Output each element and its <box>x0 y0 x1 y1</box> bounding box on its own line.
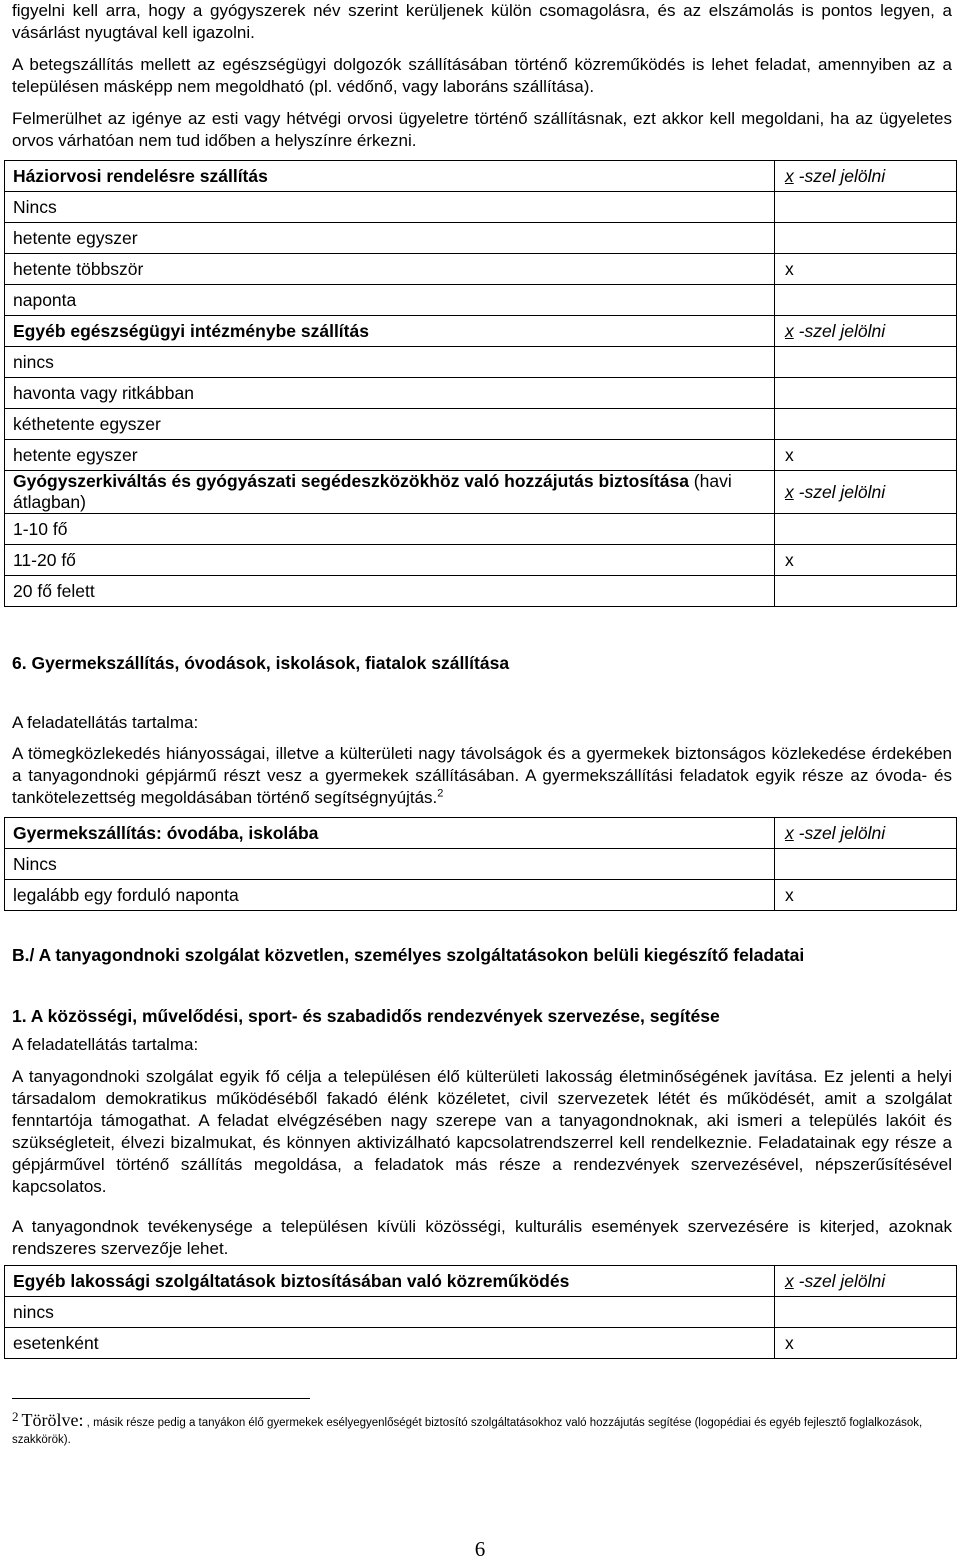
selection-mark: x <box>785 549 794 570</box>
category-title: Háziorvosi rendelésre szállítás <box>5 161 775 192</box>
option-label: hetente egyszer <box>5 440 775 471</box>
section-6-subheading: A feladatellátás tartalma: <box>12 713 199 732</box>
selection-mark-cell[interactable] <box>775 192 957 223</box>
category-title: Egyéb egészségügyi intézménybe szállítás <box>5 316 775 347</box>
section-6-text: A tömegközlekedés hiányosságai, illetve a külterületi nagy távolságok és a gyermekek biztonságos közlekedése érdekében a tanyagondnoki gépjármű részt vesz a gyermekek szállításában. A gyermekszállítási feladatok egyik része az óvoda- és tankötelezettség megoldásában történő segítségnyújtás.$^2$ <box>12 744 952 807</box>
section-1-text-1: A tanyagondnoki szolgálat egyik fő célja a településen élő külterületi lakosság életminőségének javítása. Ez jelenti a helyi társadalom demokratikus működéséből fakadó élénk közéletet, civil szervezetek létét és működését, amit a szolgálat fenntartója támogathat. A feladat elvégzésében nagy szerepe van a tanyagondnoknak, aki ismeri a település lakóit és szükségleteit, élvezi bizalmukat, és könnyen aktivizálható kapcsolatrendszerrel kell rendelkeznie. Feladatainak egy része a gépjárművel történő szállítás megoldása, a feladatok más része a rendezvények szervezésével, népszerűsítésével kapcsolatos. <box>12 1067 952 1196</box>
option-label: nincs <box>5 347 775 378</box>
table-header-row <box>5 1266 957 1297</box>
option-label: Nincs <box>5 849 775 880</box>
option-label: 1-10 fő <box>5 514 775 545</box>
footnote-text: , másik része pedig a tanyákon élő gyermekek esélyegyenlőségét biztosító szolgáltatásokhoz való hozzájutás segítése (logopédiai és egyéb fejlesztő foglalkozások, szakkörök). <box>12 1416 923 1446</box>
marking-instruction: x -szel jelölni <box>775 1266 957 1297</box>
option-label: esetenként <box>5 1328 775 1359</box>
option-label: kéthetente egyszer <box>5 409 775 440</box>
table-row <box>5 545 957 576</box>
table-row <box>5 514 957 545</box>
marking-instruction: x -szel jelölni <box>775 161 957 192</box>
table-row <box>5 440 957 471</box>
table-row <box>5 223 957 254</box>
marking-instruction: x -szel jelölni <box>775 316 957 347</box>
option-label: hetente többször <box>5 254 775 285</box>
option-label: nincs <box>5 1297 775 1328</box>
page-number: 6 <box>474 1537 486 1561</box>
option-label: 11-20 fő <box>5 545 775 576</box>
selection-mark-cell[interactable] <box>775 514 957 545</box>
section-6-heading: 6. Gyermekszállítás, óvodások, iskolások, fiatalok szállítása <box>12 653 510 673</box>
selection-mark-cell[interactable] <box>775 1297 957 1328</box>
selection-mark-cell[interactable] <box>775 576 957 607</box>
table-medical-transport <box>4 160 957 607</box>
selection-mark-cell[interactable] <box>775 285 957 316</box>
table-child-transport <box>4 817 957 911</box>
footnote <box>12 1408 952 1449</box>
selection-mark-cell[interactable] <box>775 254 957 285</box>
table-row <box>5 880 957 911</box>
option-label: legalább egy forduló naponta <box>5 880 775 911</box>
intro-paragraph-3: Felmerülhet az igénye az esti vagy hétvégi orvosi ügyeletre történő szállításnak, ezt akkor kell megoldani, ha az ügyeletes orvos várhatóan nem tud időben a helyszínre érkezni. <box>12 109 952 150</box>
selection-mark-cell[interactable] <box>775 545 957 576</box>
table-row <box>5 192 957 223</box>
option-label: havonta vagy ritkábban <box>5 378 775 409</box>
selection-mark-cell[interactable] <box>775 440 957 471</box>
table-row <box>5 1328 957 1359</box>
section-b-heading: B./ A tanyagondnoki szolgálat közvetlen, személyes szolgáltatásokon belüli kiegészítő feladatai <box>12 945 805 965</box>
footnote-separator <box>12 1398 310 1399</box>
selection-mark-cell[interactable] <box>775 378 957 409</box>
intro-paragraph-2: A betegszállítás mellett az egészségügyi dolgozók szállításában történő közreműködés is lehet feladat, amennyiben az a településen másképp nem megoldható (pl. védőnő, vagy laboráns szállítása). <box>12 55 952 96</box>
selection-mark: x <box>785 444 794 465</box>
table-header-row <box>5 161 957 192</box>
category-title: Gyógyszerkiváltás és gyógyászati segédeszközökhöz való hozzájutás biztosítása (havi átlagban) <box>5 471 775 514</box>
selection-mark: x <box>785 1332 794 1353</box>
table-row <box>5 576 957 607</box>
footnote-ref[interactable]: 2 <box>437 787 444 800</box>
category-title: Egyéb lakossági szolgáltatások biztosításában való közreműködés <box>5 1266 775 1297</box>
selection-mark: x <box>785 884 794 905</box>
table-header-row <box>5 818 957 849</box>
table-row <box>5 254 957 285</box>
option-label: 20 fő felett <box>5 576 775 607</box>
option-label: naponta <box>5 285 775 316</box>
table-header-row <box>5 316 957 347</box>
category-title-suffix: (havi átlagban) <box>13 471 732 512</box>
selection-mark: x <box>785 258 794 279</box>
footnote-number: 2 <box>12 1409 19 1424</box>
selection-mark-cell[interactable] <box>775 409 957 440</box>
selection-mark-cell[interactable] <box>775 347 957 378</box>
table-community-services <box>4 1265 957 1359</box>
selection-mark-cell[interactable] <box>775 880 957 911</box>
table-row <box>5 347 957 378</box>
table-row <box>5 1297 957 1328</box>
table-header-row <box>5 471 957 514</box>
section-1-text-2: A tanyagondnok tevékenysége a településen kívüli közösségi, kulturális események szervezésére is kiterjed, azoknak rendszeres szervezője lehet. <box>12 1217 952 1258</box>
category-title: Gyermekszállítás: óvodába, iskolába <box>5 818 775 849</box>
option-label: Nincs <box>5 192 775 223</box>
footnote-deleted-marker: Törölve: <box>21 1409 84 1430</box>
marking-instruction: x -szel jelölni <box>775 471 957 514</box>
table-row <box>5 378 957 409</box>
table-row <box>5 409 957 440</box>
section-1-subheading: A feladatellátás tartalma: <box>12 1035 199 1054</box>
marking-instruction: x -szel jelölni <box>775 818 957 849</box>
section-1-heading: 1. A közösségi, művelődési, sport- és szabadidős rendezvények szervezése, segítése <box>12 1006 720 1026</box>
selection-mark-cell[interactable] <box>775 849 957 880</box>
option-label: hetente egyszer <box>5 223 775 254</box>
selection-mark-cell[interactable] <box>775 223 957 254</box>
table-row <box>5 285 957 316</box>
table-row <box>5 849 957 880</box>
intro-paragraph-1: figyelni kell arra, hogy a gyógyszerek név szerint kerüljenek külön csomagolásra, és az elszámolás is pontos legyen, a vásárlást nyugtával kell igazolni. <box>12 1 952 42</box>
selection-mark-cell[interactable] <box>775 1328 957 1359</box>
